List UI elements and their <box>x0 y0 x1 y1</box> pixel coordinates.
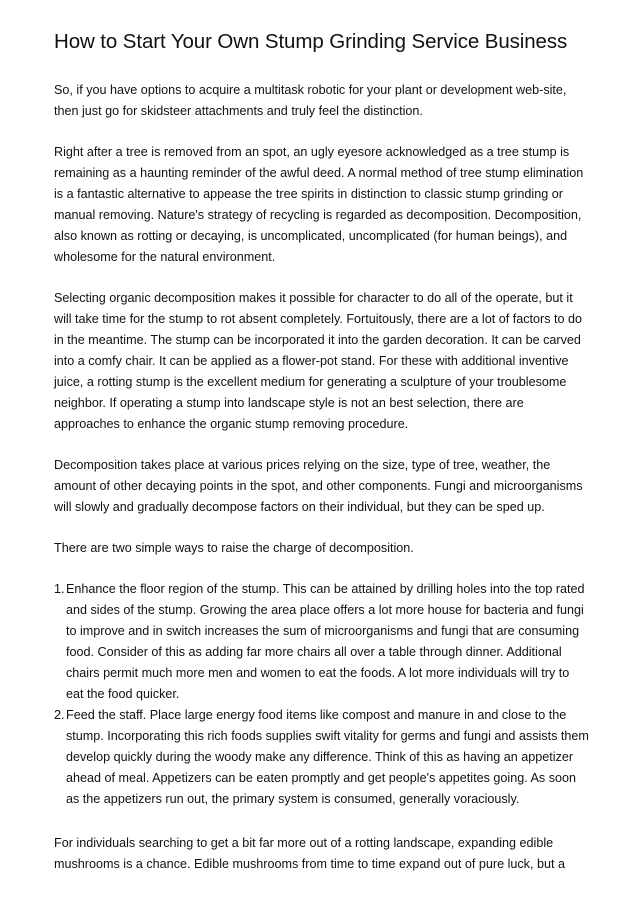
numbered-list <box>54 579 590 810</box>
list-item <box>54 579 590 705</box>
paragraph-two-ways: There are two simple ways to raise the charge of decomposition. <box>54 541 414 555</box>
list-item-number: 1. <box>54 582 65 596</box>
document-title: How to Start Your Own Stump Grinding Service Business <box>54 30 568 53</box>
paragraph-decomposition-rates: Decomposition takes place at various prices relying on the size, type of tree, weather, the amount of other decaying points in the spot, and other components. Fungi and microorganisms will slowly and gradually decompose factors on their individual, but they can be sped up. <box>54 458 583 514</box>
list-item <box>54 705 590 810</box>
paragraph-organic-decomposition: Selecting organic decomposition makes it possible for character to do all of the operate, but it will take time for the stump to rot absent completely. Fortuitously, there are a lot of factors to do in the meantime. The stump can be incorporated it into the garden decoration. It can be carved into a comfy chair. It can be applied as a flower-pot stand. For these with additional inventive juice, a rotting stump is the excellent medium for generating a sculpture of your troublesome neighbor. If operating a stump into landscape style is not an best selection, there are approaches to enhance the organic stump removing procedure. <box>54 291 583 431</box>
paragraph-tree-stump: Right after a tree is removed from an spot, an ugly eyesore acknowledged as a tree stump is remaining as a haunting reminder of the awful deed. A normal method of tree stump elimination is a fantastic alternative to appease the tree spirits in distinction to classic stump grinding or manual removing. Nature's strategy of recycling is regarded as decomposition. Decomposition, also known as rotting or decaying, is uncomplicated, uncomplicated (for human beings), and wholesome for the natural environment. <box>54 145 584 264</box>
paragraph-intro: So, if you have options to acquire a multitask robotic for your plant or development web-site, then just go for skidsteer attachments and truly feel the distinction. <box>54 83 567 118</box>
paragraph-closing: For individuals searching to get a bit far more out of a rotting landscape, expanding edible mushrooms is a chance. Edible mushrooms from time to time expand out of pure luck, but a <box>54 836 565 871</box>
list-item-text: Enhance the floor region of the stump. This can be attained by drilling holes into the top rated and sides of the stump. Growing the area place offers a lot more house for bacteria and fungi to improve and in switch increases the sum of microorganisms and fungi that are consuming food. Consider of this as adding far more chairs all over a table through dinner. Additional chairs permit much more men and women to eat the foods. A lot more individuals will try to eat the food quicker. <box>66 582 585 701</box>
list-item-number: 2. <box>54 708 65 722</box>
list-item-text: Feed the staff. Place large energy food items like compost and manure in and close to the stump. Incorporating this rich foods supplies swift vitality for germs and fungi and assists them develop quickly during the woody make any difference. Think of this as having an appetizer ahead of meal. Appetizers can be eaten promptly and get people's appetites going. As soon as the appetizers run out, the primary system is consumed, generally voraciously. <box>66 708 589 806</box>
